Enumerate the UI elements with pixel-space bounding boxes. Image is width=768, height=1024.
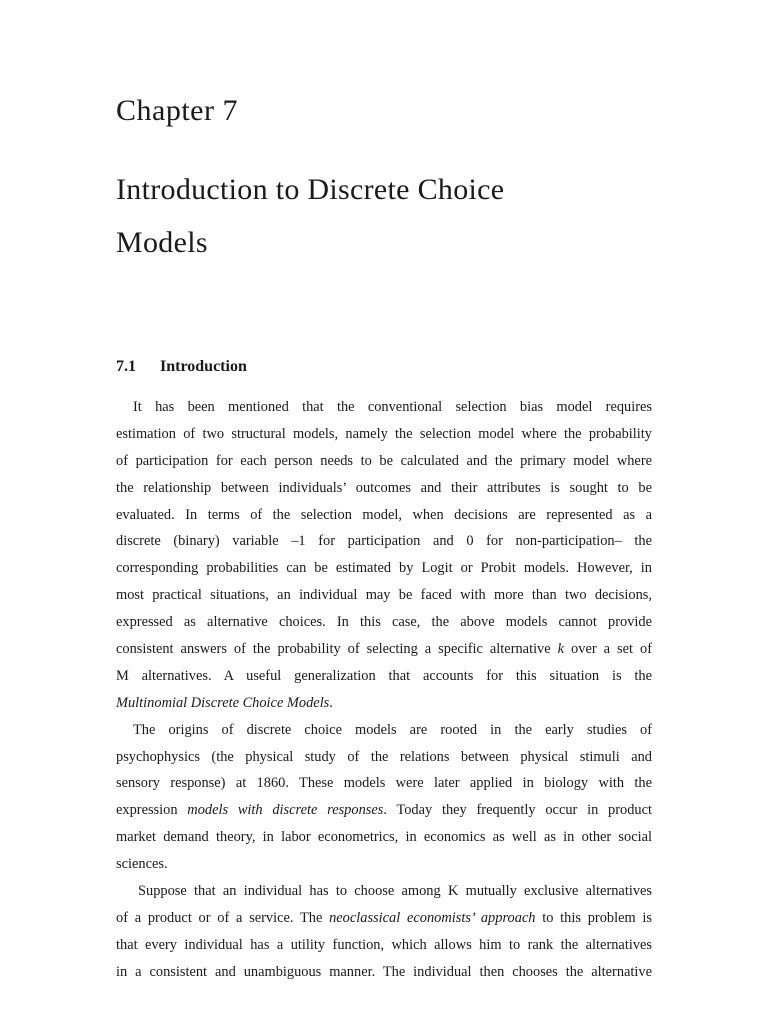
section-number: 7.1 [116,358,136,375]
paragraph-1-line: of participation for each person needs to be calculated and the primary model where [116,452,652,469]
paragraph-1-line: corresponding probabilities can be estimated by Logit or Probit models. However, in [116,560,652,577]
section-title: Introduction [160,358,247,375]
paragraph-1-line: discrete (binary) variable –1 for participation and 0 for non-participation– the [116,533,652,550]
paragraph-1-line: the relationship between individuals’ outcomes and their attributes is sought to be [116,479,652,496]
paragraph-1-line: It has been mentioned that the conventional selection bias model requires [133,399,652,415]
paragraph-2-line: sciences. [116,856,168,873]
italic-term: neoclassical economists’ approach [329,909,536,926]
italic-term: models with discrete responses [187,802,384,819]
paragraph-1-line: M alternatives. A useful generalization that accounts for this situation is the [116,667,652,684]
paragraph-2-line: market demand theory, in labor econometrics, in economics as well as in other social [116,829,652,846]
paragraph-3-line [116,905,652,932]
paragraph-3-line: in a consistent and unambiguous manner. The individual then chooses the alternative [116,963,652,980]
chapter-title-line-2: Models [116,226,208,259]
text-run: of a product or of a service. The [116,909,330,926]
paragraph-3-line: Suppose that an individual has to choose among K mutually exclusive alternatives [138,883,652,900]
paragraph-2-line: psychophysics (the physical study of the relations between physical stimuli and [116,748,652,765]
paragraph-1-line [116,690,652,717]
text-run: . [329,694,333,711]
paragraph-2-line: The origins of discrete choice models are rooted in the early studies of [133,721,652,738]
body-text [116,394,652,986]
paragraph-2-line: sensory response) at 1860. These models were later applied in biology with the [116,775,652,792]
chapter-title-line-1: Introduction to Discrete Choice [116,173,505,206]
paragraph-1-line: evaluated. In terms of the selection model, when decisions are represented as a [116,506,652,523]
text-run: expression [116,802,188,819]
section-heading [116,356,247,378]
paragraph-1-line [116,636,652,663]
text-run: consistent answers of the probability of selecting a specific alternative [116,641,558,658]
text-run: over a set of [564,641,652,658]
chapter-label: Chapter 7 [116,94,238,127]
italic-term: Multinomial Discrete Choice Models [116,694,330,711]
italic-variable: k [557,641,565,658]
text-run: . Today they frequently occur in product [383,802,652,819]
paragraph-1-line: estimation of two structural models, namely the selection model where the probability [116,425,652,442]
paragraph-1-line: most practical situations, an individual may be faced with more than two decisions, [116,587,652,604]
text-run: to this problem is [535,909,652,926]
paragraph-2-line [116,797,652,824]
chapter-title [116,163,676,269]
paragraph-1-line: expressed as alternative choices. In this case, the above models cannot provide [116,614,652,631]
paragraph-3-line: that every individual has a utility function, which allows him to rank the alternatives [116,936,652,953]
